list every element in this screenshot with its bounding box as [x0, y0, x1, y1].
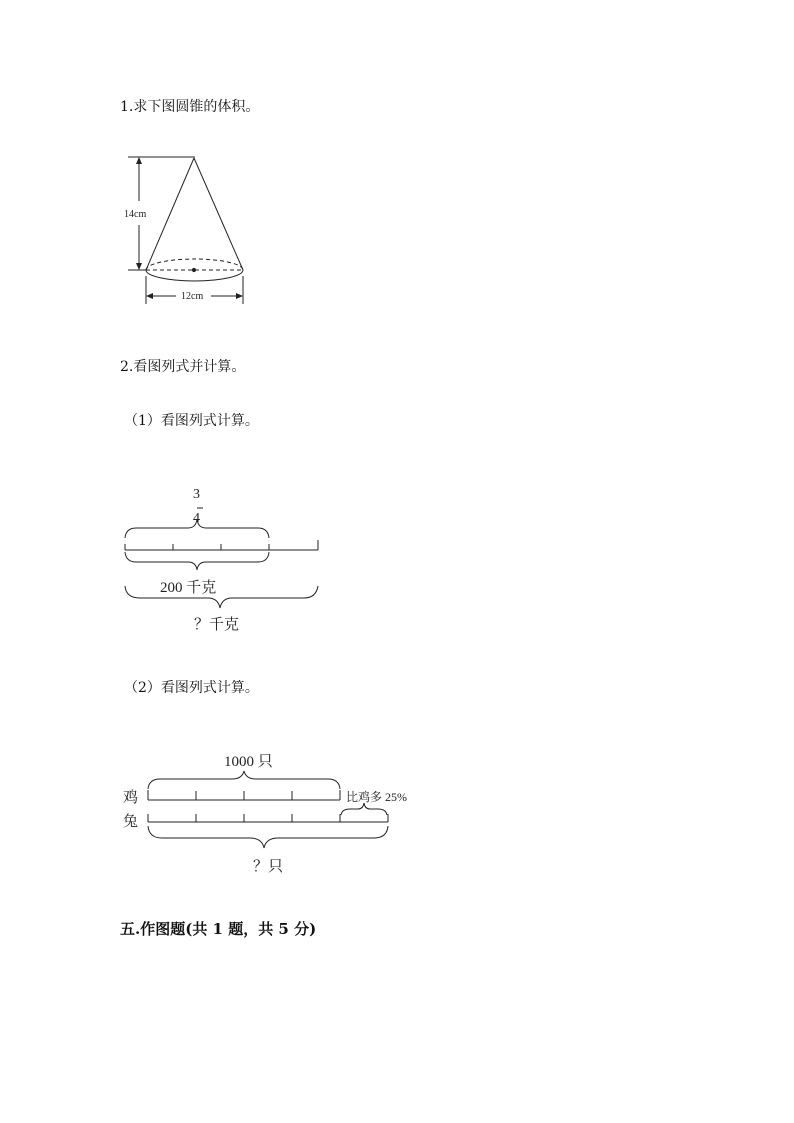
- cone-center-dot: [192, 268, 195, 271]
- more-than-chicken-label: 比鸡多 25%: [346, 790, 407, 804]
- chicken-total-label: 1000 只: [224, 754, 273, 770]
- unknown-rabbit-label: ？只: [253, 859, 284, 875]
- question-2-part-2-text: （2）看图列式计算。: [124, 680, 259, 696]
- question-2-text: 2.看图列式并计算。: [120, 359, 246, 375]
- question-2-part-1-text: （1）看图列式计算。: [124, 413, 259, 429]
- known-weight-brace: [125, 552, 269, 570]
- weight-diagram: [125, 508, 318, 608]
- fraction-numerator: 3: [193, 487, 200, 502]
- cone-diameter-label: 12cm: [181, 291, 204, 302]
- total-weight-brace: [125, 586, 318, 608]
- cone-figure: [128, 157, 243, 304]
- cone-right-slant: [194, 158, 243, 270]
- cone-height-label: 14cm: [124, 209, 147, 220]
- fraction-denominator: 4: [193, 511, 200, 526]
- question-1-text: 1.求下图圆锥的体积。: [120, 99, 260, 115]
- height-arrow-down-head: [136, 263, 142, 270]
- cone-left-slant: [146, 158, 194, 270]
- animal-diagram: [148, 771, 388, 848]
- diameter-arrow-left-head: [146, 293, 153, 299]
- rabbit-total-brace: [148, 826, 388, 848]
- chicken-total-brace: [148, 771, 340, 789]
- diameter-arrow-right-head: [236, 293, 243, 299]
- rabbit-row-label: 兔: [123, 814, 139, 830]
- section-5-title: 五.作图题(共 1 题，共 5 分): [120, 920, 317, 938]
- extra-25-percent-brace: [341, 803, 387, 815]
- chicken-row-label: 鸡: [123, 790, 139, 806]
- height-arrow-up-head: [136, 157, 142, 164]
- known-weight-label: 200 千克: [160, 580, 217, 596]
- unknown-weight-label: ？千克: [194, 617, 240, 633]
